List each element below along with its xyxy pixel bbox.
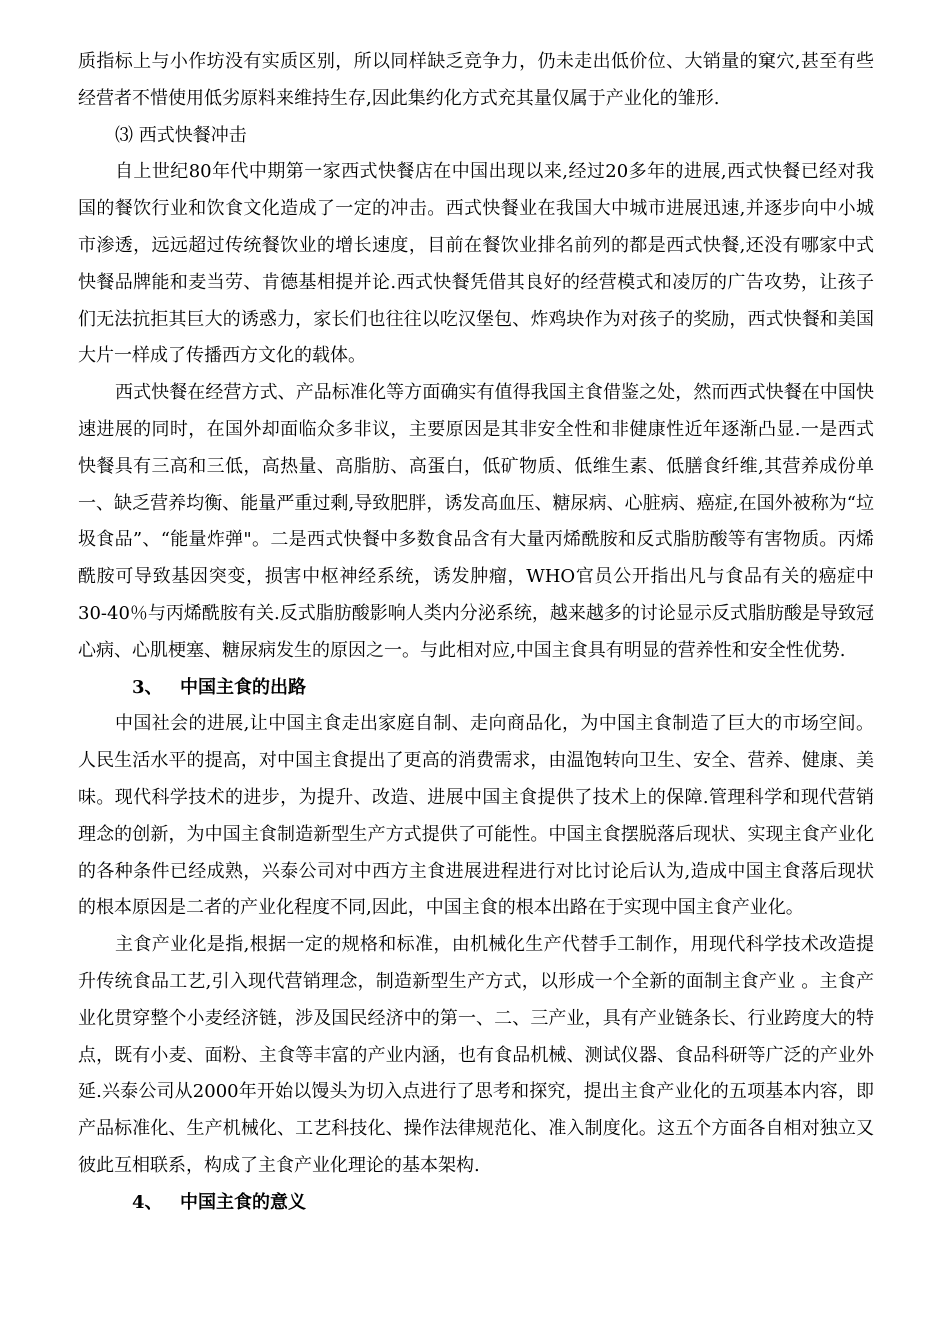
section-number-4: 4、 <box>132 1191 163 1213</box>
section-heading-3 <box>78 670 874 707</box>
section-number-3: 3、 <box>132 676 163 698</box>
paragraph-industrialization: 主食产业化是指,根据一定的规格和标准，由机械化生产代替手工制作，用现代科学技术改造提升传统食品工艺,引入现代营销理念，制造新型生产方式，以形成一个全新的面制主食产业 。主食产业化贯穿整个小麦经济链，涉及国民经济中的第一、二、三产业，具有产业链条长、行业跨度大的特点，既有小麦、面粉、主食等丰富的产业内涵，也有食品机械、测试仪器、食品科研等广泛的产业外延.兴泰公司从2000年开始以馒头为切入点进行了思考和探究，提出主食产业化的五项基本内容，即产品标准化、生产机械化、工艺科技化、操作法律规范化、准入制度化。这五个方面各自相对独立又彼此互相联系，构成了主食产业化理论的基本架构. <box>78 934 874 1176</box>
section-title-3: 中国主食的出路 <box>180 676 306 698</box>
paragraph-continuation: 质指标上与小作坊没有实质区别，所以同样缺乏竞争力，仍未走出低价位、大销量的窠穴,甚至有些经营者不惜使用低劣原料来维持生存,因此集约化方式充其量仅属于产业化的雏形. <box>78 51 874 109</box>
section-title-4: 中国主食的意义 <box>180 1191 306 1213</box>
paragraph-fast-food-health: 西式快餐在经营方式、产品标准化等方面确实有值得我国主食借鉴之处，然而西式快餐在中国快速进展的同时，在国外却面临众多非议，主要原因是其非安全性和非健康性近年逐渐凸显.一是西式快餐具有三高和三低，高热量、高脂肪、高蛋白，低矿物质、低维生素、低膳食纤维,其营养成份单一、缺乏营养均衡、能量严重过剩,导致肥胖，诱发高血压、糖尿病、心脏病、癌症,在国外被称为“垃圾食品”、“能量炸弹"。二是西式快餐中多数食品含有大量丙烯酰胺和反式脂肪酸等有害物质。丙烯酰胺可导致基因突变，损害中枢神经系统，诱发肿瘤，WHO官员公开指出凡与食品有关的癌症中30-40％与丙烯酰胺有关.反式脂肪酸影响人类内分泌系统，越来越多的讨论显示反式脂肪酸是导致冠心病、心肌梗塞、糖尿病发生的原因之一。与此相对应,中国主食具有明显的营养性和安全性优势. <box>78 382 874 661</box>
paragraph-way-out: 中国社会的进展,让中国主食走出家庭自制、走向商品化，为中国主食制造了巨大的市场空间。人民生活水平的提高，对中国主食提出了更高的消费需求，由温饱转向卫生、安全、营养、健康、美味。现代科学技术的进步，为提升、改造、进展中国主食提供了技术上的保障.管理科学和现代营销理念的创新，为中国主食制造新型生产方式提供了可能性。中国主食摆脱落后现状、实现主食产业化的各种条件已经成熟，兴泰公司对中西方主食进展进程进行对比讨论后认为,造成中国主食落后现状的根本原因是二者的产业化程度不同,因此，中国主食的根本出路在于实现中国主食产业化。 <box>78 713 874 919</box>
subheading-western-fast-food: ⑶ 西式快餐冲击 <box>115 124 247 146</box>
section-heading-4 <box>78 1185 874 1222</box>
document-page <box>78 44 874 1222</box>
paragraph-fast-food-impact: 自上世纪80年代中期第一家西式快餐店在中国出现以来,经过20多年的进展,西式快餐已经对我国的餐饮行业和饮食文化造成了一定的冲击。西式快餐业在我国大中城市进展迅速,并逐步向中小城市渗透，远远超过传统餐饮业的增长速度，目前在餐饮业排名前列的都是西式快餐,还没有哪家中式快餐品牌能和麦当劳、肯德基相提并论.西式快餐凭借其良好的经营模式和凌厉的广告攻势，让孩子们无法抗拒其巨大的诱惑力，家长们也往往以吃汉堡包、炸鸡块作为对孩子的奖励，西式快餐和美国大片一样成了传播西方文化的载体。 <box>78 161 874 367</box>
